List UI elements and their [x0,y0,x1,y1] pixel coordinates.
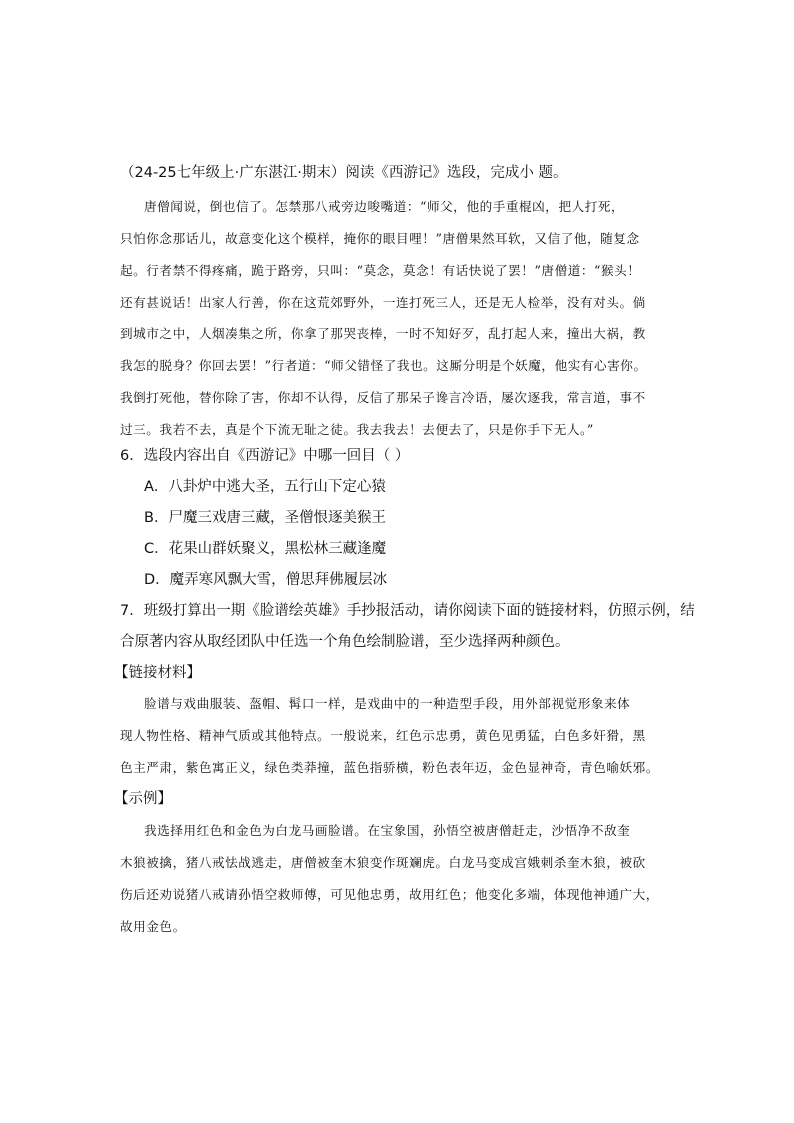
option-c[interactable]: C．花果山群妖聚义，黑松林三藏逢魔 [144,541,387,557]
option-d[interactable]: D．魔弄寒风飘大雪，僧思拜佛履层冰 [144,572,388,588]
example-header: 【示例】 [114,791,172,807]
passage-line: 我倒打死他，替你除了害，你却不认得，反信了那呆子谗言冷语，屡次逐我，常言道，事不 [120,390,646,405]
passage-line: 我怎的脱身？你回去罢！”行者道：“师父错怪了我也。这厮分明是个妖魔，他实有心害你。 [120,358,647,373]
option-b[interactable]: B．尸魔三戏唐三藏，圣僧恨逐美猴王 [144,510,386,526]
question-7-stem-line: 7．班级打算出一期《脸谱绘英雄》手抄报活动，请你阅读下面的链接材料，仿照示例，结 [120,603,695,619]
example-line: 故用金色。 [120,919,186,934]
section-intro: （24-25七年级上·广东湛江·期末）阅读《西游记》选段，完成小 题。 [120,165,568,181]
example-line: 我选择用红色和金色为白龙马画脸谱。在宝象国，孙悟空被唐僧赶走，沙悟净不敌奎 [144,823,631,838]
passage-line: 唐僧闻说，倒也信了。怎禁那八戒旁边唆嘴道：“师父，他的手重棍凶，把人打死， [144,199,625,214]
passage-line: 起。行者禁不得疼痛，跪于路旁，只叫：“莫念，莫念！有话快说了罢！”唐僧道：“猴头！ [120,263,641,278]
question-6-stem: 6．选段内容出自《西游记》中哪一回目（ ） [120,448,410,464]
option-a[interactable]: A．八卦炉中逃大圣，五行山下定心猿 [144,479,386,495]
material-line: 现人物性格、精神气质或其他特点。一般说来，红色示忠勇，黄色见勇猛，白色多奸猾，黑 [120,728,646,743]
material-header: 【链接材料】 [114,665,201,681]
example-line: 伤后还劝说猪八戒请孙悟空救师傅，可见他忠勇，故用红色；他变化多端，体现他神通广大， [120,887,659,902]
passage-line: 过三。我若不去，真是个下流无耻之徒。我去我去！去便去了，只是你手下无人。” [120,422,594,437]
passage-line: 还有甚说话！出家人行善，你在这荒郊野外，一连打死三人，还是无人检举，没有对头。倘 [120,295,646,310]
example-line: 木狼被擒，猪八戒怯战逃走，唐僧被奎木狼变作斑斓虎。白龙马变成宫娥刺杀奎木狼，被砍 [120,855,646,870]
passage-line: 只怕你念那话儿，故意变化这个模样，掩你的眼目哩！”唐僧果然耳软，又信了他，随复念 [120,231,640,246]
passage-line: 到城市之中，人烟凑集之所，你拿了那哭丧棒，一时不知好歹，乱打起人来，撞出大祸，教 [120,326,646,341]
material-line: 脸谱与戏曲服装、盔帽、髯口一样，是戏曲中的一种造型手段，用外部视觉形象来体 [144,696,631,711]
material-line: 色主严肃，紫色寓正义，绿色类莽撞，蓝色指骄横，粉色表年迈，金色显神奇，青色喻妖邪。 [120,760,659,775]
question-7-stem-line: 合原著内容从取经团队中任选一个角色绘制脸谱，至少选择两种颜色。 [120,634,570,650]
